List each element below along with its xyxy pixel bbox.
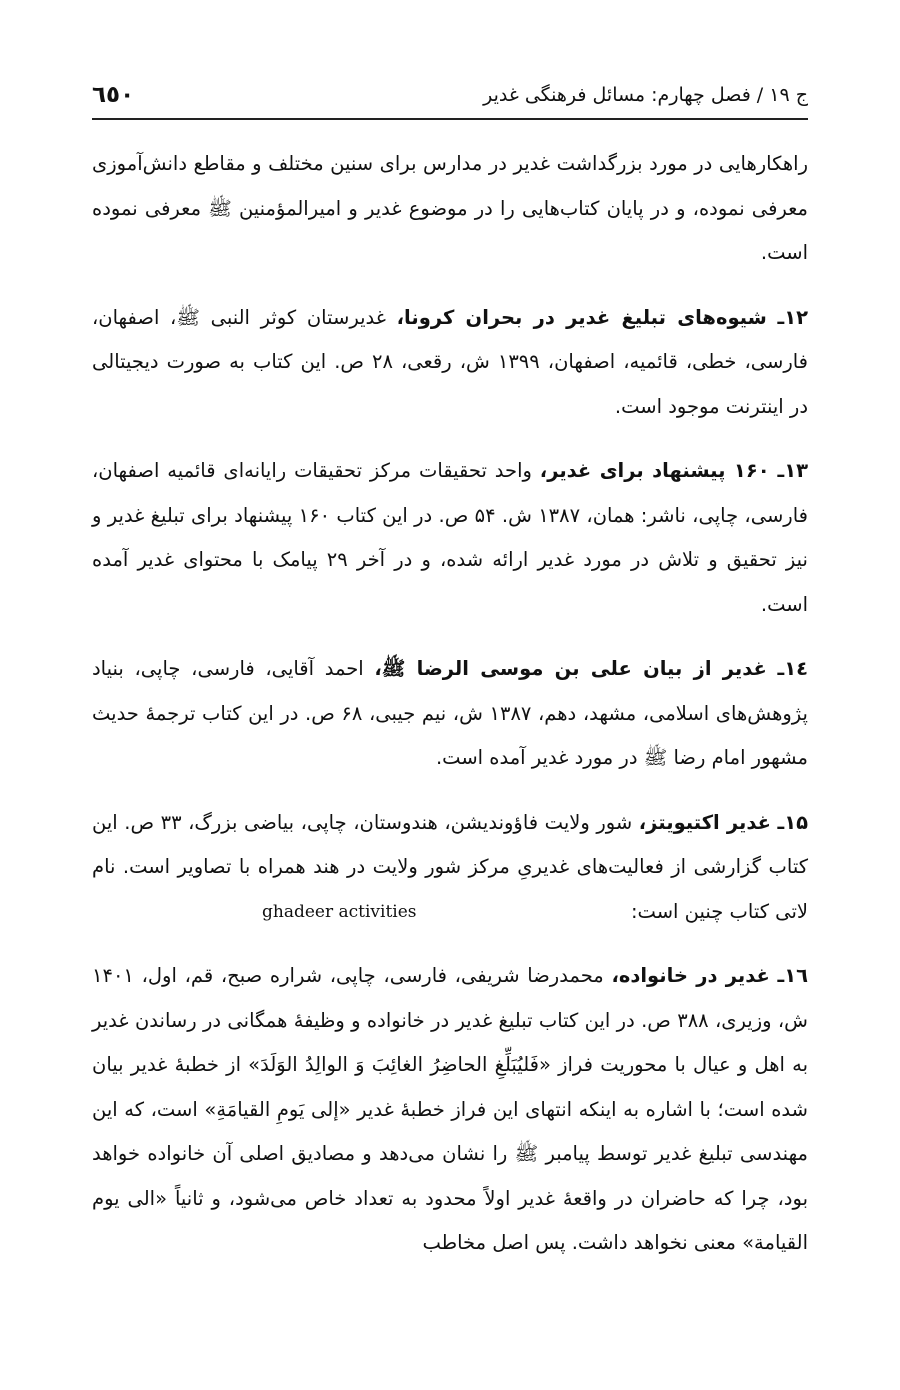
page-header bbox=[92, 72, 808, 120]
entry-number: ۱۳ـ bbox=[777, 459, 808, 482]
entry-number: ۱٤ـ bbox=[777, 657, 808, 680]
entry-body: واحد تحقیقات مرکز تحقیقات رایانه‌ای قائمیه اصفهان، فارسی، چاپی، ناشر: همان، ۱۳۸۷ ش. ۵۴ ص. در این کتاب ۱۶۰ پیشنهاد برای تبلیغ غدیر و نیز تحقیق و تلاش در مورد غدیر ارائه شده، و در آخر ۲۹ پیامک با محتوای غدیر آمده است. bbox=[92, 459, 808, 616]
entry-title: غدیر از بیان علی بن موسی الرضا ﷺ، bbox=[374, 657, 767, 680]
intro-paragraph: راهکارهایی در مورد بزرگداشت غدیر در مدارس برای سنین مختلف و مقاطع دانش‌آموزی معرفی نموده، و در پایان کتاب‌هایی را در موضوع غدیر و امیرالمؤمنین ﷺ معرفی نموده است. bbox=[92, 152, 808, 264]
entry-16 bbox=[92, 954, 808, 1266]
entry-body: شور ولایت فاؤوندیشن، هندوستان، چاپی، بیاضی بزرگ، ۳۳ ص. این کتاب گزارشی از فعالیت‌های غدیریِ مرکز شور ولایت در هند همراه با تصاویر است. نام لاتی کتاب چنین است: bbox=[92, 810, 808, 923]
entry-13 bbox=[92, 449, 808, 627]
entry-number: ۱۵ـ bbox=[777, 810, 808, 834]
entry-title: ۱۶۰ پیشنهاد برای غدیر، bbox=[539, 459, 770, 482]
entry-14 bbox=[92, 647, 808, 781]
page-body bbox=[92, 142, 808, 1286]
entry-title: شیوه‌های تبلیغ غدیر در بحران کرونا، bbox=[396, 305, 767, 329]
entry-title: غدیر در خانواده، bbox=[611, 964, 770, 987]
entry-body: احمد آقایی، فارسی، چاپی، بنیاد پژوهش‌های اسلامی، مشهد، دهم، ۱۳۸۷ ش، نیم جیبی، ۶۸ ص. در این کتاب ترجمهٔ حدیث مشهور امام رضا ﷺ در مورد غدیر آمده است. bbox=[92, 657, 808, 769]
entry-15 bbox=[92, 801, 808, 935]
entry-12 bbox=[92, 296, 808, 430]
page-number: ٦٥٠ bbox=[92, 82, 135, 108]
entry-body: غدیرستان کوثر النبی ﷺ، اصفهان، فارسی، خطی، قائمیه، اصفهان، ۱۳۹۹ ش، رقعی، ۲۸ ص. این کتاب به صورت دیجیتالی در اینترنت موجود است. bbox=[92, 305, 809, 418]
latin-book-title: ghadeer activities bbox=[262, 901, 417, 922]
entry-body: محمدرضا شریفی، فارسی، چاپی، شراره صبح، قم، اول، ۱۴۰۱ ش، وزیری، ۳۸۸ ص. در این کتاب تبلیغ غدیر در خانواده و وظیفهٔ همگانی در رساندن غدیر به اهل و عیال با محوریت فراز «فَلیُبَلِّغِ الحاضِرُ الغائِبَ وَ الوالِدُ الوَلَدَ» از خطبهٔ غدیر بیان شده است؛ با اشاره به اینکه انتهای این فراز خطبهٔ غدیر «إلی یَومِ القیامَةِ» است، که این مهندسی تبلیغ غدیر توسط پیامبر ﷺ را نشان می‌دهد و مصادیق اصلی آن خانواده خواهد بود، چرا که حاضران در واقعهٔ غدیر اولاً محدود به تعداد خاص می‌شود، و ثانیاً «الی یوم القیامة» معنی نخواهد داشت. پس اصل مخاطب bbox=[92, 964, 808, 1254]
entry-number: ۱٦ـ bbox=[777, 964, 808, 987]
entry-title: غدیر اکتیویتز، bbox=[638, 810, 771, 834]
running-head: ج ۱۹ / فصل چهارم: مسائل فرهنگی غدیر bbox=[483, 84, 808, 106]
entry-number: ۱۲ـ bbox=[777, 305, 808, 329]
